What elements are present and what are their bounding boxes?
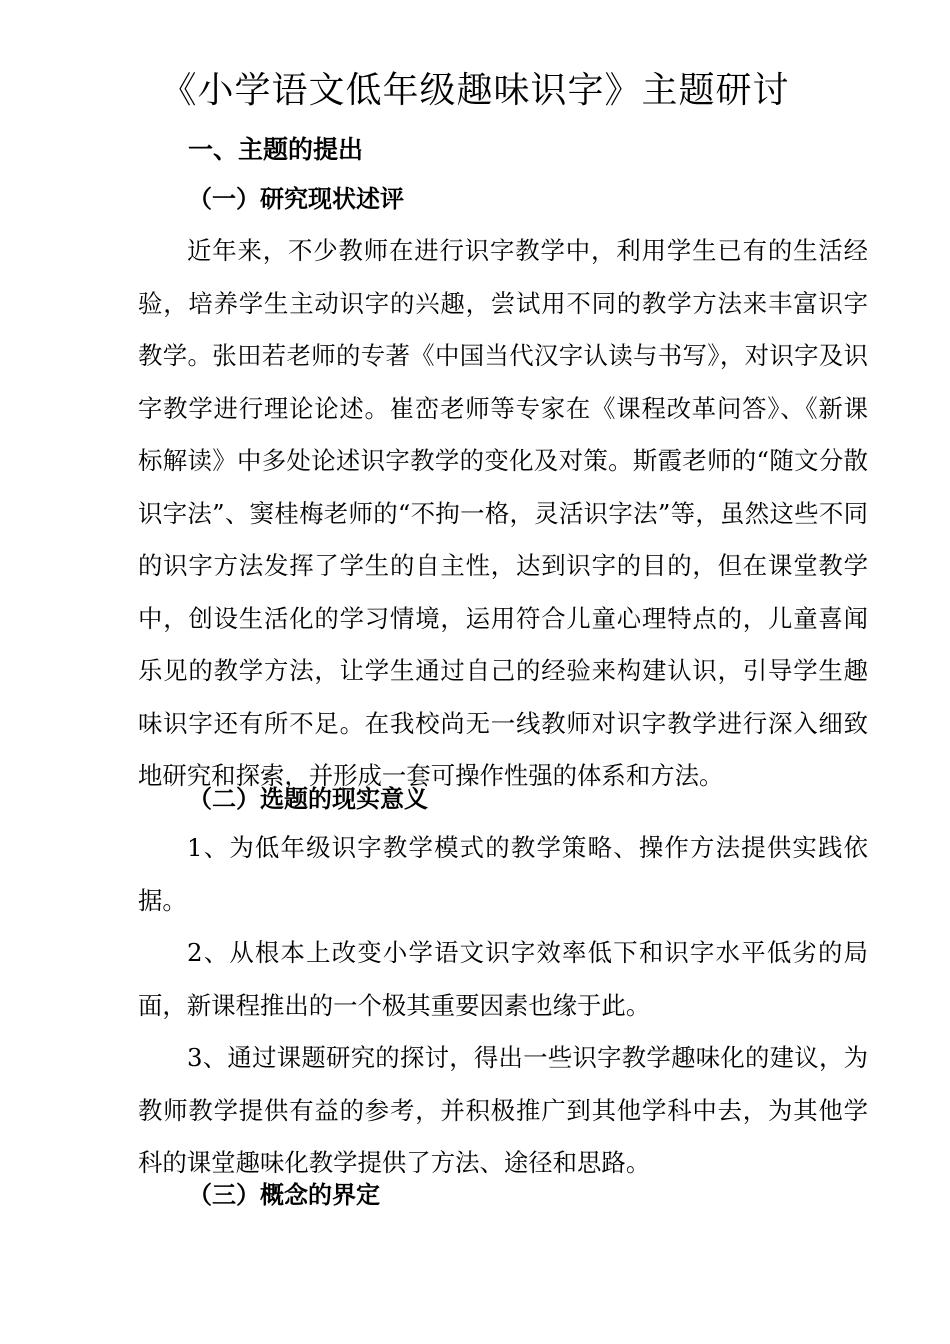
list-item-significance-3: 3、通过课题研究的探讨，得出一些识字教学趣味化的建议，为教师教学提供有益的参考，并积极推广到其他学科中去，为其他学科的课堂趣味化教学提供了方法、途径和思路。 [138, 1043, 868, 1177]
subsection-heading-2: （二）选题的现实意义 [188, 784, 428, 813]
list-item-significance-2: 2、从根本上改变小学语文识字效率低下和识字水平低劣的局面，新课程推出的一个极其重要因素也缘于此。 [138, 938, 868, 1020]
section-heading-1: 一、主题的提出 [188, 135, 364, 164]
subsection-heading-3: （三）概念的界定 [188, 1180, 380, 1209]
document-title: 《小学语文低年级趣味识字》主题研讨 [160, 70, 790, 111]
paragraph-research-status: 近年来，不少教师在进行识字教学中，利用学生已有的生活经验，培养学生主动识字的兴趣，尝试用不同的教学方法来丰富识字教学。张田若老师的专著《中国当代汉字认读与书写》，对识字及识字教学进行理论论述。崔峦老师等专家在《课程改革问答》、《新课标解读》中多处论述识字教学的变化及对策。斯霞老师的“随文分散识字法”、窦桂梅老师的“不拘一格，灵活识字法”等，虽然这些不同的识字方法发挥了学生的自主性，达到识字的目的，但在课堂教学中，创设生活化的学习情境，运用符合儿童心理特点的，儿童喜闻乐见的教学方法，让学生通过自己的经验来构建认识，引导学生趣味识字还有所不足。在我校尚无一线教师对识字教学进行深入细致地研究和探索，并形成一套可操作性强的体系和方法。 [138, 236, 868, 790]
list-item-significance-1: 1、为低年级识字教学模式的教学策略、操作方法提供实践依据。 [138, 833, 868, 915]
subsection-heading-1: （一）研究现状述评 [188, 184, 404, 213]
